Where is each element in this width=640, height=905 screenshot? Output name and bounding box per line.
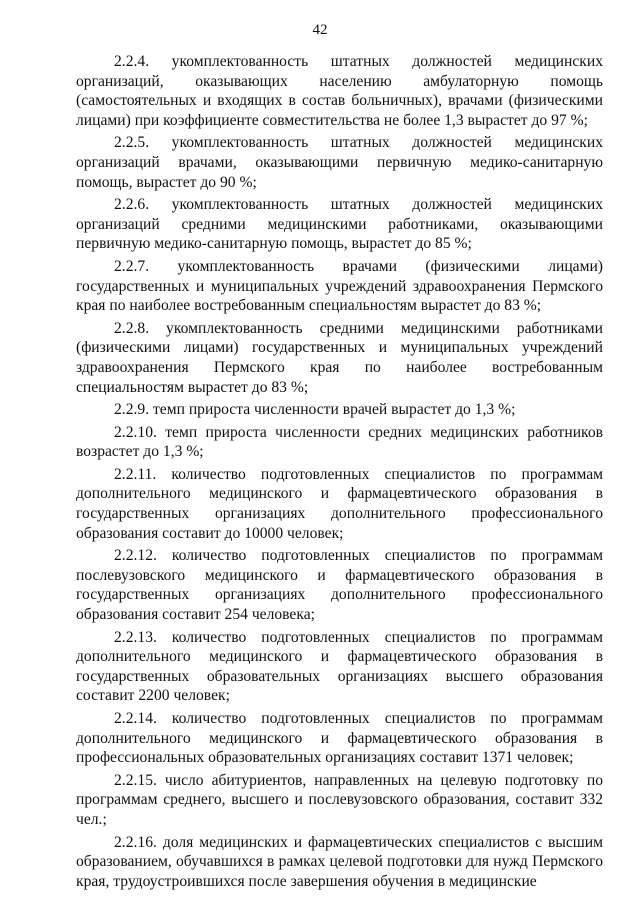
paragraph-2-2-5: 2.2.5. укомплектованность штатных должностей медицинских организаций врачами, оказывающими первичную медико-санитарную помощь, вырастет до 90 %; xyxy=(76,134,603,191)
paragraph-2-2-14: 2.2.14. количество подготовленных специалистов по программам дополнительного медицинского и фармацевтического образования в профессиональных образовательных организациях составит 1371 человек; xyxy=(76,710,603,767)
paragraph-2-2-15: 2.2.15. число абитуриентов, направленных на целевую подготовку по программам среднего, высшего и послевузовского образования, составит 332 чел.; xyxy=(76,771,603,828)
paragraph-2-2-8: 2.2.8. укомплектованность средними медицинскими работниками (физическими лицами) государственных и муниципальных учреждений здравоохранения Пермского края по наиболее востребованным специальностям вырастет до 83 %; xyxy=(76,319,603,396)
paragraph-2-2-10: 2.2.10. темп прироста численности средних медицинских работников возрастет до 1,3 %; xyxy=(76,423,603,461)
paragraph-2-2-12: 2.2.12. количество подготовленных специалистов по программам послевузовского медицинского и фармацевтического образования в государственных организациях дополнительного профессионального образования составит 254 человека; xyxy=(76,547,603,624)
paragraph-2-2-16: 2.2.16. доля медицинских и фармацевтических специалистов с высшим образованием, обучавшихся в рамках целевой подготовки для нужд Пермского края, трудоустроившихся после завершения обучения в медицинские xyxy=(76,833,603,890)
paragraph-2-2-4: 2.2.4. укомплектованность штатных должностей медицинских организаций, оказывающих населению амбулаторную помощь (самостоятельных и входящих в состав больничных), врачами (физическими лицами) при коэффициенте совместительства не более 1,3 вырастет до 97 %; xyxy=(76,53,603,129)
paragraph-2-2-7: 2.2.7. укомплектованность врачами (физическими лицами) государственных и муниципальных учреждений здравоохранения Пермского края по наиболее востребованным специальностям вырастет до 83 %; xyxy=(76,257,603,315)
document-body xyxy=(76,52,603,894)
paragraph-2-2-11: 2.2.11. количество подготовленных специалистов по программам дополнительного медицинского и фармацевтического образования в государственных организациях дополнительного профессионального образования составит до 10000 человек; xyxy=(76,465,603,542)
paragraph-2-2-13: 2.2.13. количество подготовленных специалистов по программам дополнительного медицинского и фармацевтического образования в государственных образовательных организациях высшего образования составит 2200 человек; xyxy=(76,628,603,705)
paragraph-2-2-6: 2.2.6. укомплектованность штатных должностей медицинских организаций средними медицинскими работниками, оказывающими первичную медико-санитарную помощь, вырастет до 85 %; xyxy=(76,196,603,253)
page-number: 42 xyxy=(312,22,328,38)
paragraph-2-2-9: 2.2.9. темп прироста численности врачей вырастет до 1,3 %; xyxy=(114,401,516,419)
